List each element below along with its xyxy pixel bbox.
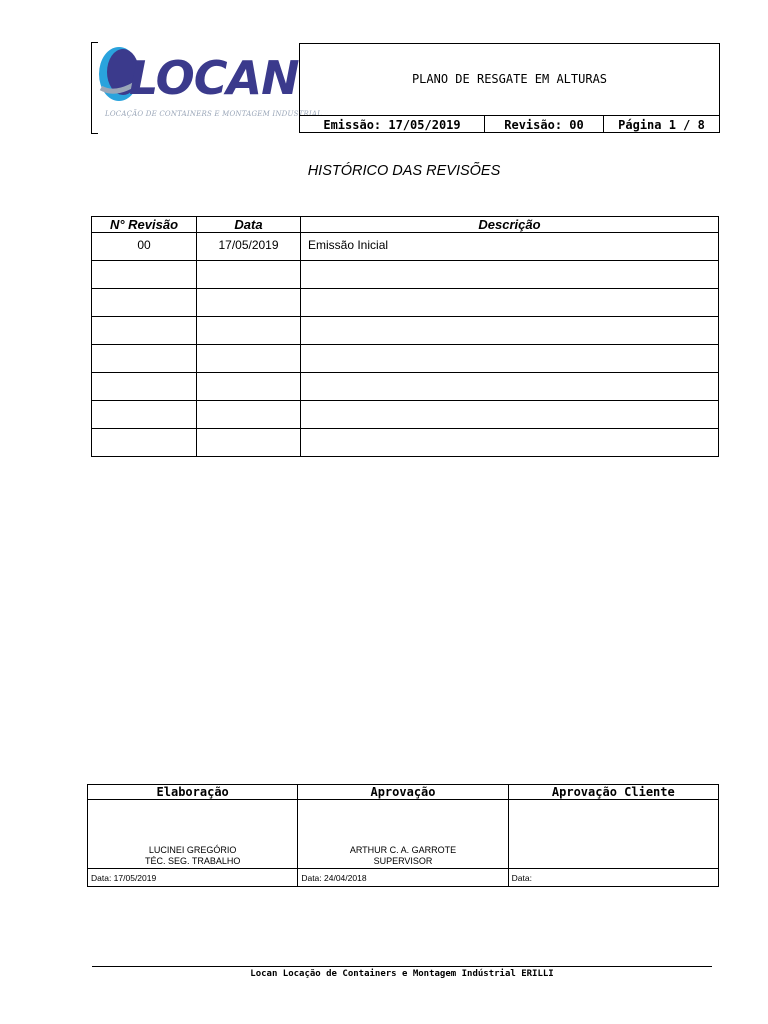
approval-header-row bbox=[88, 785, 719, 800]
table-row bbox=[92, 401, 719, 429]
table-row bbox=[92, 317, 719, 345]
approval-date: Data: 24/04/2018 bbox=[298, 869, 508, 887]
table-row bbox=[92, 233, 719, 261]
signature-cell-approval bbox=[298, 800, 508, 869]
revision-cell: 00 bbox=[92, 233, 197, 261]
footer-divider bbox=[92, 966, 712, 967]
document-meta-row bbox=[300, 115, 719, 133]
signer-role: SUPERVISOR bbox=[373, 856, 433, 866]
column-header-date: Data bbox=[197, 217, 301, 233]
signer-name: LUCINEI GREGÓRIO bbox=[148, 845, 237, 855]
revision-cell bbox=[92, 317, 197, 345]
signature-cell-elaboration bbox=[88, 800, 298, 869]
date-cell bbox=[197, 345, 301, 373]
column-header-approval: Aprovação bbox=[298, 785, 508, 800]
description-cell bbox=[301, 345, 719, 373]
revision-cell bbox=[92, 373, 197, 401]
column-header-revision: N° Revisão bbox=[92, 217, 197, 233]
table-row bbox=[92, 429, 719, 457]
signer-role: TÉC. SEG. TRABALHO bbox=[144, 856, 241, 866]
date-cell bbox=[197, 429, 301, 457]
date-cell: 17/05/2019 bbox=[197, 233, 301, 261]
description-cell bbox=[301, 289, 719, 317]
signer-name: ARTHUR C. A. GARROTE bbox=[349, 845, 457, 855]
date-row bbox=[88, 869, 719, 887]
column-header-description: Descrição bbox=[301, 217, 719, 233]
description-cell bbox=[301, 317, 719, 345]
company-logo bbox=[91, 42, 322, 132]
description-cell bbox=[301, 261, 719, 289]
description-cell bbox=[301, 401, 719, 429]
logo-wordmark: LOCAN bbox=[129, 51, 299, 105]
signature-cell-client bbox=[508, 800, 718, 869]
signature-row bbox=[88, 800, 719, 869]
revision-number: Revisão: 00 bbox=[484, 116, 603, 133]
column-header-elaboration: Elaboração bbox=[88, 785, 298, 800]
description-cell bbox=[301, 373, 719, 401]
revision-cell bbox=[92, 261, 197, 289]
emission-date: Emissão: 17/05/2019 bbox=[323, 117, 461, 132]
footer-text: Locan Locação de Containers e Montagem Indústrial ERILLI bbox=[250, 969, 554, 979]
revision-cell bbox=[92, 289, 197, 317]
table-row bbox=[92, 373, 719, 401]
revision-history-table bbox=[91, 216, 719, 457]
table-row bbox=[92, 289, 719, 317]
date-cell bbox=[197, 373, 301, 401]
description-cell bbox=[301, 429, 719, 457]
revision-cell bbox=[92, 401, 197, 429]
revision-cell bbox=[92, 345, 197, 373]
column-header-client-approval: Aprovação Cliente bbox=[508, 785, 718, 800]
table-row bbox=[92, 261, 719, 289]
description-cell: Emissão Inicial bbox=[301, 233, 719, 261]
document-title: PLANO DE RESGATE EM ALTURAS bbox=[411, 72, 608, 86]
elaboration-date: Data: 17/05/2019 bbox=[88, 869, 298, 887]
revision-cell bbox=[92, 429, 197, 457]
client-approval-date: Data: bbox=[508, 869, 718, 887]
date-cell bbox=[197, 289, 301, 317]
approval-table bbox=[87, 784, 719, 887]
table-row bbox=[92, 345, 719, 373]
date-cell bbox=[197, 317, 301, 345]
date-cell bbox=[197, 401, 301, 429]
section-heading: HISTÓRICO DAS REVISÕES bbox=[307, 163, 501, 179]
table-header-row bbox=[92, 217, 719, 233]
date-cell bbox=[197, 261, 301, 289]
logo-tagline: LOCAÇÃO DE CONTAINERS E MONTAGEM INDUSTRIAL bbox=[105, 110, 322, 118]
page-number: Página 1 / 8 bbox=[603, 116, 719, 133]
document-header bbox=[299, 43, 720, 133]
